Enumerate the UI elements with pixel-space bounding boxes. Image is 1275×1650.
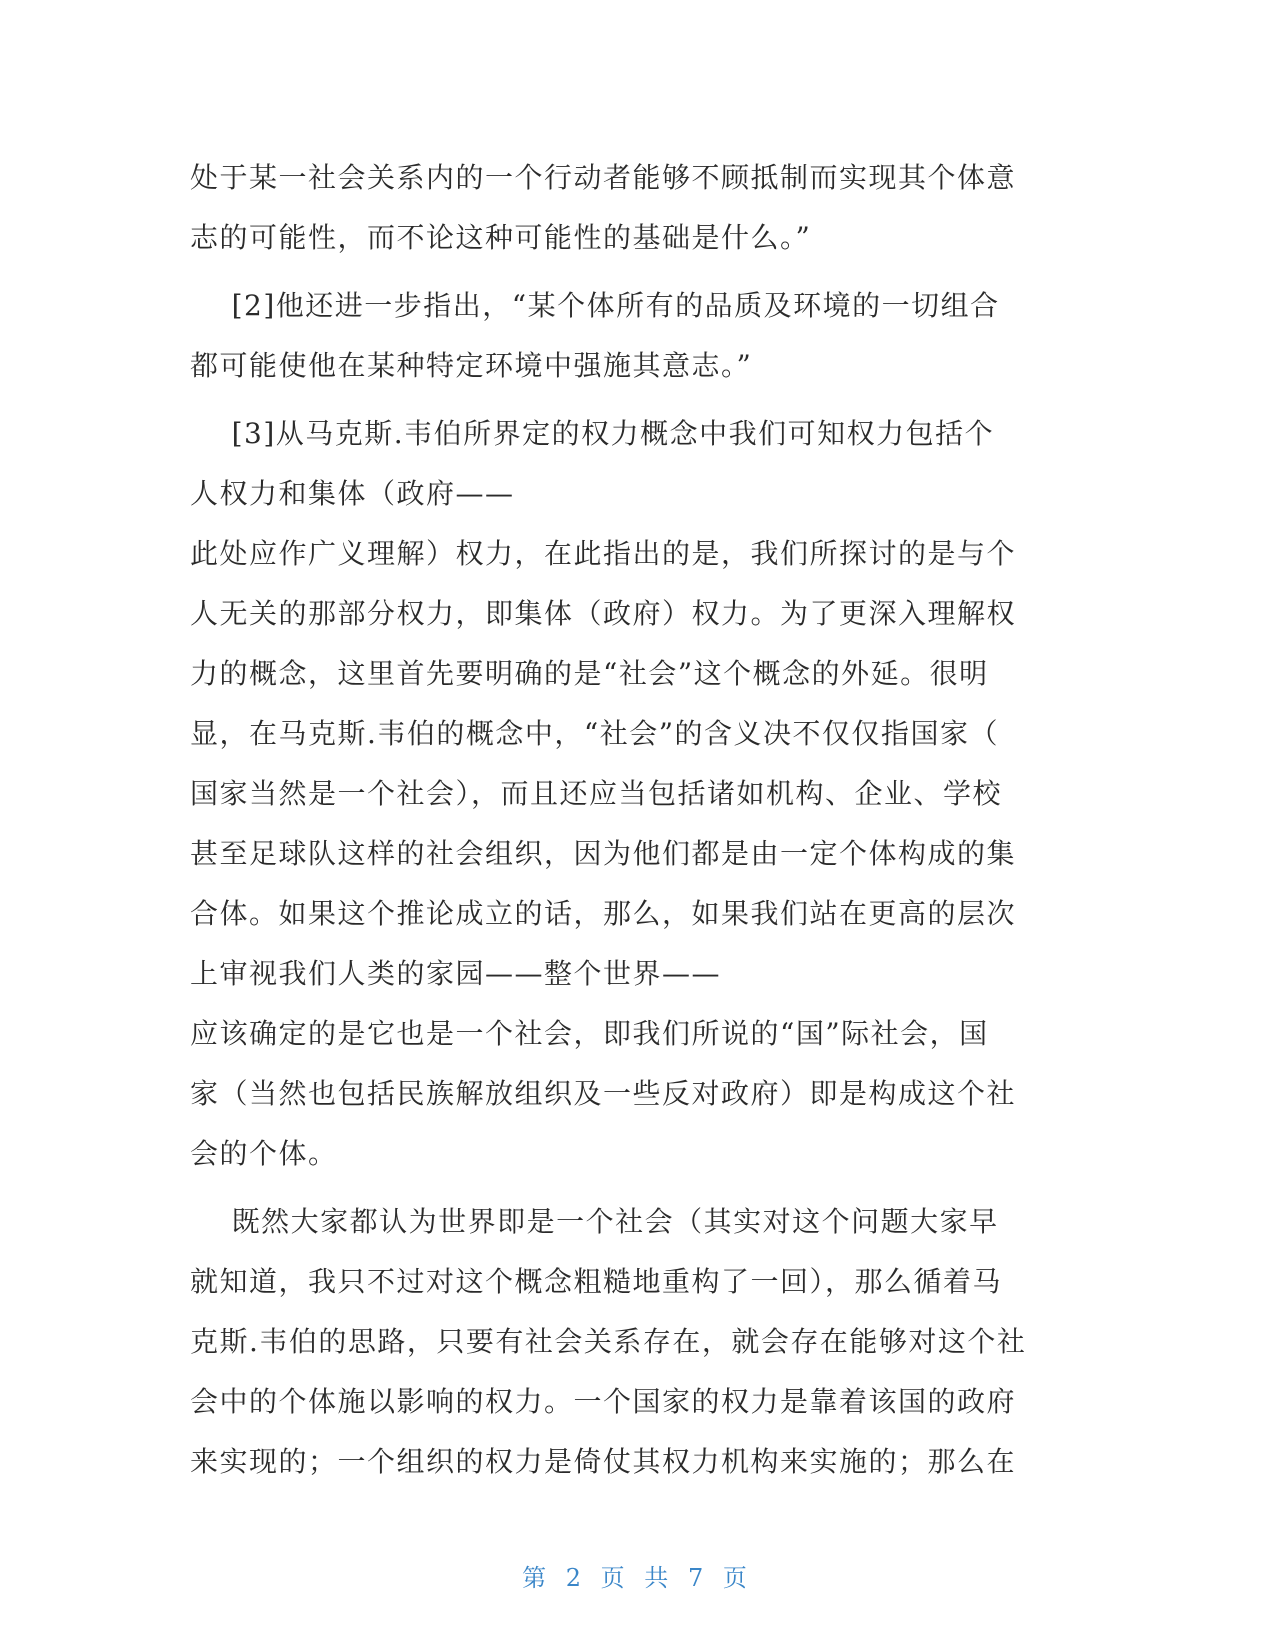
text-line: 就知道，我只不过对这个概念粗糙地重构了一回），那么循着马 xyxy=(190,1265,1003,1298)
text-line: 上审视我们人类的家园——整个世界—— xyxy=(190,957,722,990)
text-line: 会的个体。 xyxy=(190,1137,338,1170)
text-line: 国家当然是一个社会），而且还应当包括诸如机构、企业、学校 xyxy=(190,777,1003,810)
text-line: 来实现的；一个组织的权力是倚仗其权力机构来实施的；那么在 xyxy=(190,1445,1017,1478)
text-line: 合体。如果这个推论成立的话，那么，如果我们站在更高的层次 xyxy=(190,897,1017,930)
text-line: [2]他还进一步指出，“某个体所有的品质及环境的一切组合 xyxy=(190,289,1000,322)
text-line: 甚至足球队这样的社会组织，因为他们都是由一定个体构成的集 xyxy=(190,837,1017,870)
text-line: 家（当然也包括民族解放组织及一些反对政府）即是构成这个社 xyxy=(190,1077,1017,1110)
text-line: 此处应作广义理解）权力，在此指出的是，我们所探讨的是与个 xyxy=(190,537,1017,570)
text-line: 力的概念，这里首先要明确的是“社会”这个概念的外延。很明 xyxy=(190,657,989,690)
text-line: [3]从马克斯.韦伯所界定的权力概念中我们可知权力包括个 xyxy=(190,417,995,450)
text-line: 显，在马克斯.韦伯的概念中，“社会”的含义决不仅仅指国家（ xyxy=(190,717,1000,750)
text-line: 既然大家都认为世界即是一个社会（其实对这个问题大家早 xyxy=(190,1205,999,1238)
text-line: 人无关的那部分权力，即集体（政府）权力。为了更深入理解权 xyxy=(190,597,1017,630)
text-line: 会中的个体施以影响的权力。一个国家的权力是靠着该国的政府 xyxy=(190,1385,1017,1418)
text-line: 克斯.韦伯的思路，只要有社会关系存在，就会存在能够对这个社 xyxy=(190,1325,1027,1358)
text-line: 志的可能性，而不论这种可能性的基础是什么。” xyxy=(190,221,812,254)
text-line: 处于某一社会关系内的一个行动者能够不顾抵制而实现其个体意 xyxy=(190,161,1017,194)
page-number-footer: 第 2 页 共 7 页 xyxy=(522,1564,753,1592)
text-line: 人权力和集体（政府—— xyxy=(190,477,515,510)
body-text xyxy=(190,148,1080,1492)
text-line: 应该确定的是它也是一个社会，即我们所说的“国”际社会，国 xyxy=(190,1017,989,1050)
text-line: 都可能使他在某种特定环境中强施其意志。” xyxy=(190,349,753,382)
